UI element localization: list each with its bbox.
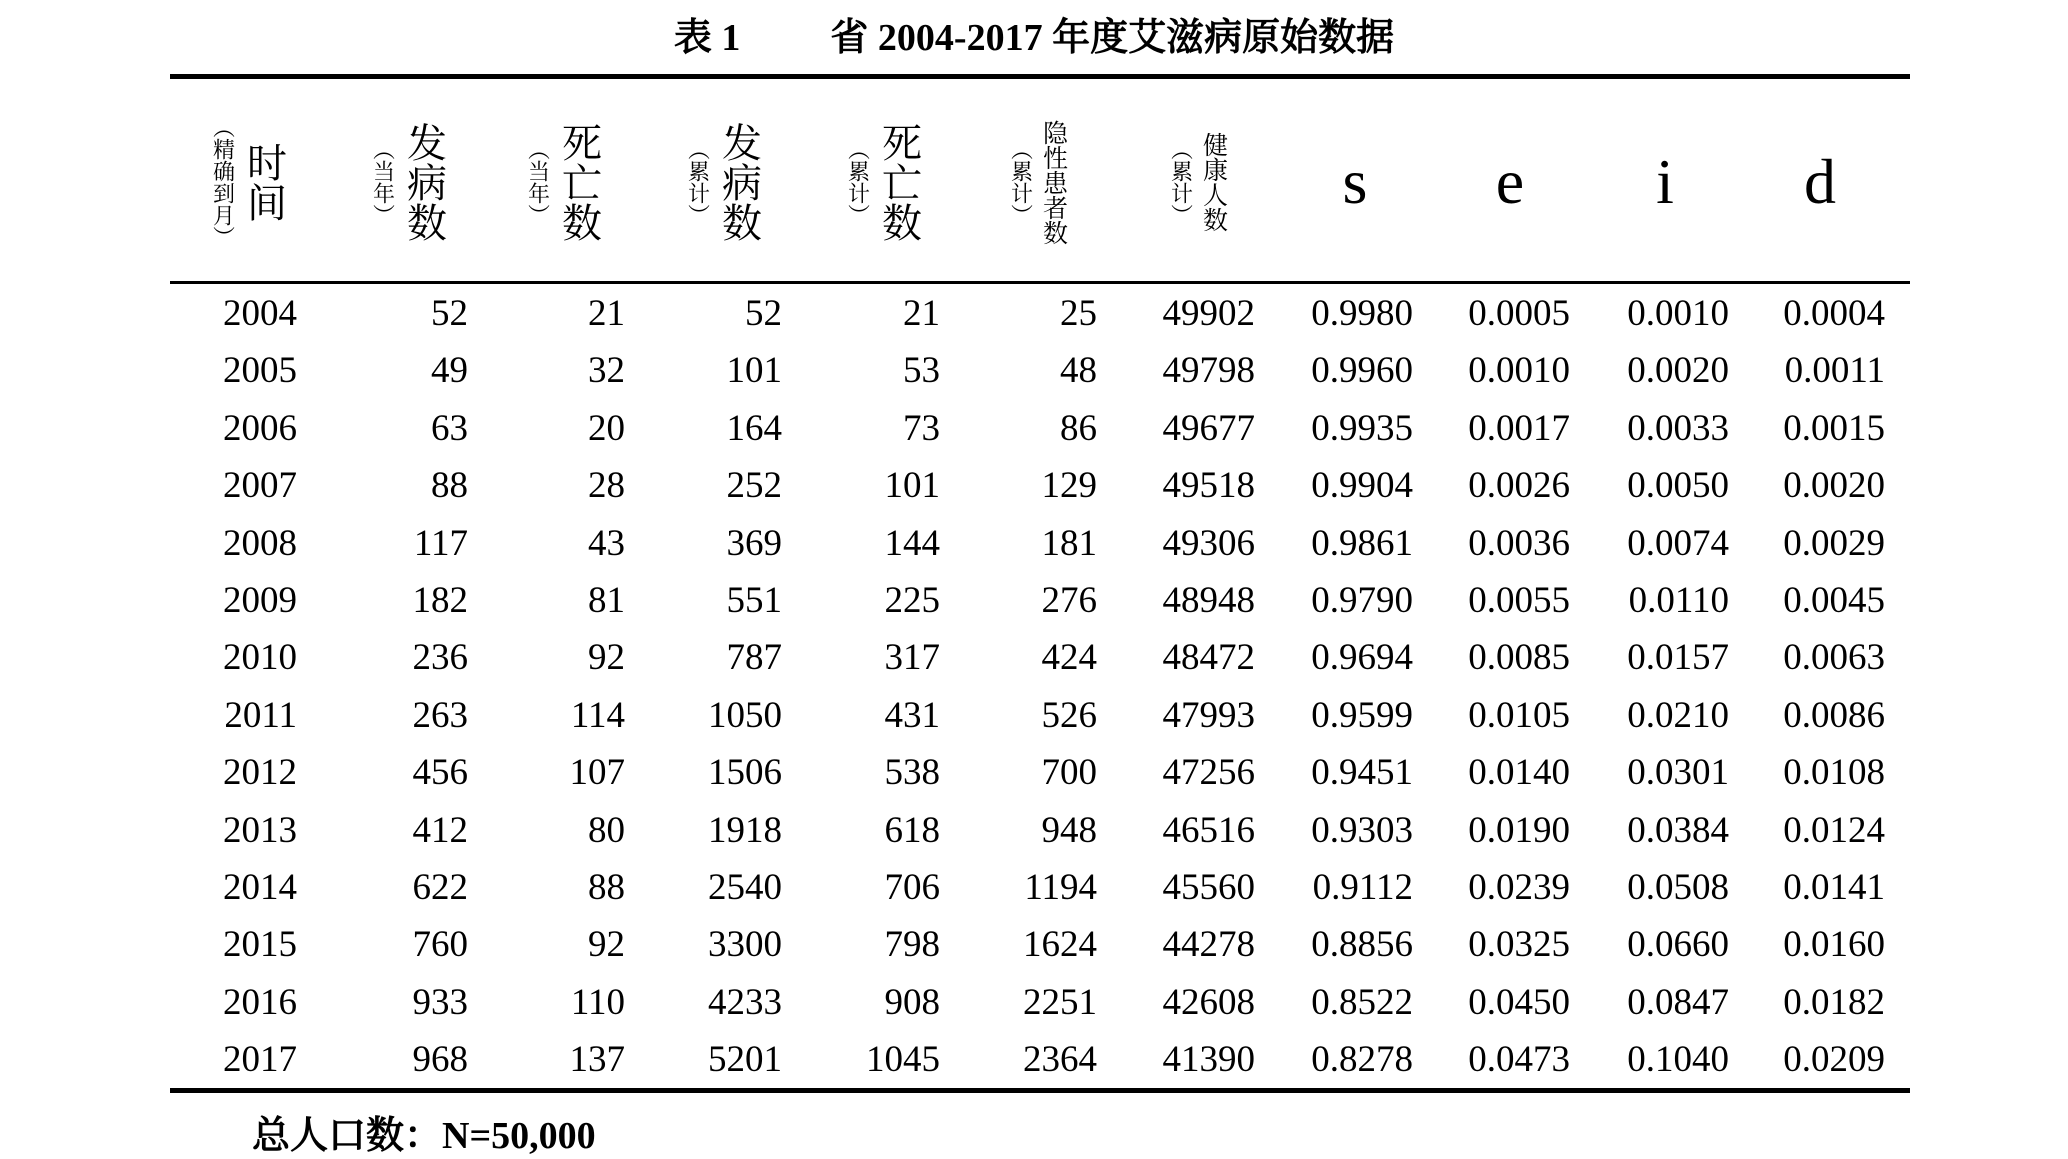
- table-cell: 551: [726, 580, 782, 621]
- column-header-note: （当年）: [524, 138, 550, 226]
- table-cell: 101: [884, 465, 940, 507]
- table-row: [0, 572, 2068, 629]
- column-header-label: d: [1804, 146, 1836, 217]
- table-cell: 0.0473: [1468, 1039, 1570, 1081]
- table-cell: 73: [903, 407, 940, 449]
- table-cell: 2013: [223, 809, 297, 851]
- table-cell: 182: [412, 580, 468, 621]
- table-cell: 49798: [1162, 350, 1255, 392]
- table-cell: 0.0074: [1627, 522, 1729, 564]
- table-cell: 114: [570, 694, 625, 736]
- table-cell: 2016: [223, 981, 297, 1023]
- bottom-rule: [170, 1088, 1910, 1093]
- table-cell: 48: [1060, 350, 1097, 392]
- table-cell: 2007: [223, 465, 297, 507]
- table-cell: 0.0026: [1468, 465, 1570, 507]
- table-cell: 3300: [708, 924, 782, 966]
- table-row: [0, 687, 2068, 744]
- table-cell: 2005: [223, 350, 297, 392]
- table-row: [0, 802, 2068, 859]
- column-header-note: （精确到月）: [209, 116, 235, 248]
- column-header-label: 发病数: [715, 122, 762, 242]
- table-cell: 2017: [223, 1039, 297, 1081]
- table-row: [0, 916, 2068, 973]
- table-cell: 0.9960: [1311, 350, 1413, 392]
- table-cell: 0.9861: [1311, 522, 1413, 564]
- table-caption: [0, 6, 2068, 61]
- table-cell: 129: [1041, 465, 1097, 507]
- column-header: [340, 86, 475, 278]
- column-header-note: （累计）: [1007, 138, 1033, 226]
- table-cell: 700: [1041, 752, 1097, 794]
- table-cell: 0.0063: [1783, 637, 1885, 679]
- table-cell: 48948: [1162, 580, 1255, 621]
- column-header: [1600, 86, 1730, 278]
- table-cell: 2364: [1023, 1039, 1097, 1081]
- table-cell: 456: [412, 752, 468, 794]
- table-cell: 252: [726, 465, 782, 507]
- table-cell: 107: [569, 752, 625, 794]
- table-cell: 706: [884, 867, 940, 908]
- column-header: [815, 86, 950, 278]
- table-cell: 622: [412, 867, 468, 908]
- table-cell: 5201: [708, 1039, 782, 1081]
- table-cell: 0.0384: [1627, 809, 1729, 851]
- table-cell: 0.8278: [1311, 1039, 1413, 1081]
- table-row: [0, 400, 2068, 457]
- table-cell: 181: [1041, 522, 1097, 564]
- column-header-label: 死亡数: [555, 122, 602, 242]
- table-cell: 225: [884, 580, 940, 621]
- table-row: [0, 457, 2068, 514]
- table-cell: 431: [884, 694, 940, 736]
- table-cell: 0.0017: [1468, 407, 1570, 449]
- top-rule: [170, 74, 1910, 79]
- table-cell: 0.0055: [1468, 580, 1570, 621]
- table-cell: 21: [588, 293, 625, 334]
- table-cell: 32: [588, 350, 625, 392]
- table-cell: 52: [431, 293, 468, 334]
- table-cell: 1045: [866, 1039, 940, 1081]
- table-cell: 424: [1041, 637, 1097, 679]
- table-cell: 0.0011: [1784, 350, 1885, 392]
- table-cell: 0.9790: [1311, 580, 1413, 621]
- table-label: 表 1: [673, 17, 741, 59]
- table-cell: 0.0141: [1783, 867, 1885, 908]
- table-cell: 0.0005: [1468, 293, 1570, 334]
- table-cell: 2010: [223, 637, 297, 679]
- column-header-note: （累计）: [1167, 138, 1193, 226]
- table-cell: 0.0160: [1783, 924, 1885, 966]
- table-cell: 63: [431, 407, 468, 449]
- table-cell: 1194: [1024, 867, 1097, 908]
- table-cell: 0.0050: [1627, 465, 1729, 507]
- table-cell: 0.0325: [1468, 924, 1570, 966]
- table-cell: 0.0086: [1783, 694, 1885, 736]
- table-cell: 0.9303: [1311, 809, 1413, 851]
- table-cell: 0.9694: [1311, 637, 1413, 679]
- table-cell: 2009: [223, 580, 297, 621]
- table-cell: 0.9112: [1312, 867, 1413, 908]
- column-header-label: s: [1342, 146, 1368, 217]
- table-cell: 0.0085: [1468, 637, 1570, 679]
- table-cell: 276: [1041, 580, 1097, 621]
- table-cell: 49518: [1162, 465, 1255, 507]
- table-cell: 45560: [1162, 867, 1255, 908]
- table-cell: 81: [588, 580, 625, 621]
- table-cell: 0.0157: [1627, 637, 1729, 679]
- header-rule: [170, 281, 1910, 284]
- table-cell: 0.9451: [1311, 752, 1413, 794]
- table-cell: 2006: [223, 407, 297, 449]
- table-cell: 48472: [1162, 637, 1255, 679]
- column-header-note: （累计）: [684, 138, 710, 226]
- table-cell: 263: [412, 694, 468, 736]
- table-cell: 53: [903, 350, 940, 392]
- table-cell: 80: [588, 809, 625, 851]
- column-header-label: 发病数: [400, 122, 447, 242]
- table-cell: 798: [884, 924, 940, 966]
- table-cell: 0.0045: [1783, 580, 1885, 621]
- table-cell: 0.9599: [1311, 694, 1413, 736]
- table-cell: 369: [726, 522, 782, 564]
- table-cell: 20: [588, 407, 625, 449]
- table-cell: 88: [588, 867, 625, 908]
- table-cell: 88: [431, 465, 468, 507]
- table-cell: 1506: [708, 752, 782, 794]
- table-cell: 0.0140: [1468, 752, 1570, 794]
- table-row: [0, 629, 2068, 686]
- table-cell: 4233: [708, 981, 782, 1023]
- column-header: [1445, 86, 1575, 278]
- table-cell: 0.0660: [1627, 924, 1729, 966]
- table-row: [0, 744, 2068, 801]
- column-header: [180, 86, 315, 278]
- table-cell: 0.0301: [1627, 752, 1729, 794]
- table-cell: 0.8522: [1311, 981, 1413, 1023]
- table-cell: 0.0847: [1627, 981, 1729, 1023]
- table-cell: 526: [1041, 694, 1097, 736]
- table-cell: 49902: [1162, 293, 1255, 334]
- table-cell: 117: [413, 522, 468, 564]
- table-cell: 41390: [1162, 1039, 1255, 1081]
- table-cell: 110: [570, 981, 625, 1023]
- table-row: [0, 515, 2068, 572]
- table-cell: 317: [884, 637, 940, 679]
- table-cell: 28: [588, 465, 625, 507]
- table-cell: 49677: [1162, 407, 1255, 449]
- table-cell: 1624: [1023, 924, 1097, 966]
- column-header: [1755, 86, 1885, 278]
- table-cell: 47256: [1162, 752, 1255, 794]
- table-cell: 2540: [708, 867, 782, 908]
- table-cell: 46516: [1162, 809, 1255, 851]
- table-cell: 412: [412, 809, 468, 851]
- table-cell: 0.8856: [1311, 924, 1413, 966]
- column-header-label: 死亡数: [875, 122, 922, 242]
- table-cell: 0.0020: [1627, 350, 1729, 392]
- column-header: [1130, 86, 1265, 278]
- population-note: 总人口数：N=50,000: [252, 1115, 596, 1157]
- table-cell: 42608: [1162, 981, 1255, 1023]
- column-header: [495, 86, 630, 278]
- table-cell: 0.0004: [1783, 293, 1885, 334]
- column-header-label: i: [1656, 146, 1674, 217]
- column-header-label: e: [1495, 146, 1525, 217]
- table-cell: 47993: [1162, 694, 1255, 736]
- table-row: [0, 974, 2068, 1031]
- table-cell: 948: [1041, 809, 1097, 851]
- table-cell: 137: [569, 1039, 625, 1081]
- column-header-label: 健康人数: [1199, 132, 1229, 232]
- table-cell: 2004: [223, 293, 297, 334]
- table-cell: 0.0508: [1627, 867, 1729, 908]
- table-cell: 49: [431, 350, 468, 392]
- column-header: [970, 86, 1105, 278]
- table-cell: 0.0036: [1468, 522, 1570, 564]
- table-cell: 908: [884, 981, 940, 1023]
- table-cell: 0.0239: [1468, 867, 1570, 908]
- table-cell: 144: [884, 522, 940, 564]
- table-cell: 760: [412, 924, 468, 966]
- table-cell: 0.0015: [1783, 407, 1885, 449]
- table-cell: 1050: [708, 694, 782, 736]
- table-cell: 92: [588, 637, 625, 679]
- table-cell: 236: [412, 637, 468, 679]
- table-cell: 1918: [708, 809, 782, 851]
- table-row: [0, 1031, 2068, 1088]
- column-header-note: （累计）: [844, 138, 870, 226]
- table-cell: 0.9980: [1311, 293, 1413, 334]
- table-cell: 25: [1060, 293, 1097, 334]
- table-cell: 2014: [223, 867, 297, 908]
- column-header: [655, 86, 790, 278]
- table-cell: 49306: [1162, 522, 1255, 564]
- table-cell: 21: [903, 293, 940, 334]
- table-row: [0, 342, 2068, 399]
- table-cell: 2011: [224, 694, 297, 736]
- column-header-label: 隐性患者数: [1039, 119, 1069, 245]
- table-cell: 0.0029: [1783, 522, 1885, 564]
- table-cell: 0.0033: [1627, 407, 1729, 449]
- table-cell: 2251: [1023, 981, 1097, 1023]
- table-cell: 2012: [223, 752, 297, 794]
- table-cell: 0.0209: [1783, 1039, 1885, 1081]
- column-header: [1290, 86, 1420, 278]
- table-cell: 0.9935: [1311, 407, 1413, 449]
- table-cell: 0.0210: [1627, 694, 1729, 736]
- table-cell: 0.0124: [1783, 809, 1885, 851]
- table-cell: 0.9904: [1311, 465, 1413, 507]
- table-cell: 43: [588, 522, 625, 564]
- table-cell: 0.0108: [1783, 752, 1885, 794]
- table-cell: 0.0010: [1627, 293, 1729, 334]
- table-cell: 968: [412, 1039, 468, 1081]
- table-cell: 0.0105: [1468, 694, 1570, 736]
- table-cell: 0.0110: [1628, 580, 1729, 621]
- table-cell: 44278: [1162, 924, 1255, 966]
- table-cell: 0.0190: [1468, 809, 1570, 851]
- table-cell: 86: [1060, 407, 1097, 449]
- column-header-note: （当年）: [369, 138, 395, 226]
- table-cell: 101: [726, 350, 782, 392]
- table-cell: 52: [745, 293, 782, 334]
- table-cell: 787: [726, 637, 782, 679]
- table-cell: 0.0010: [1468, 350, 1570, 392]
- table-cell: 92: [588, 924, 625, 966]
- table-cell: 0.0450: [1468, 981, 1570, 1023]
- column-header-label: 时间: [240, 142, 287, 222]
- table-cell: 618: [884, 809, 940, 851]
- table-cell: 2015: [223, 924, 297, 966]
- table-cell: 164: [726, 407, 782, 449]
- table-cell: 0.1040: [1627, 1039, 1729, 1081]
- table-cell: 0.0020: [1783, 465, 1885, 507]
- table-title: 省 2004-2017 年度艾滋病原始数据: [830, 17, 1395, 59]
- table-row: [0, 859, 2068, 916]
- table-cell: 2008: [223, 522, 297, 564]
- table-cell: 0.0182: [1783, 981, 1885, 1023]
- table-row: [0, 285, 2068, 342]
- table-cell: 933: [412, 981, 468, 1023]
- table-cell: 538: [884, 752, 940, 794]
